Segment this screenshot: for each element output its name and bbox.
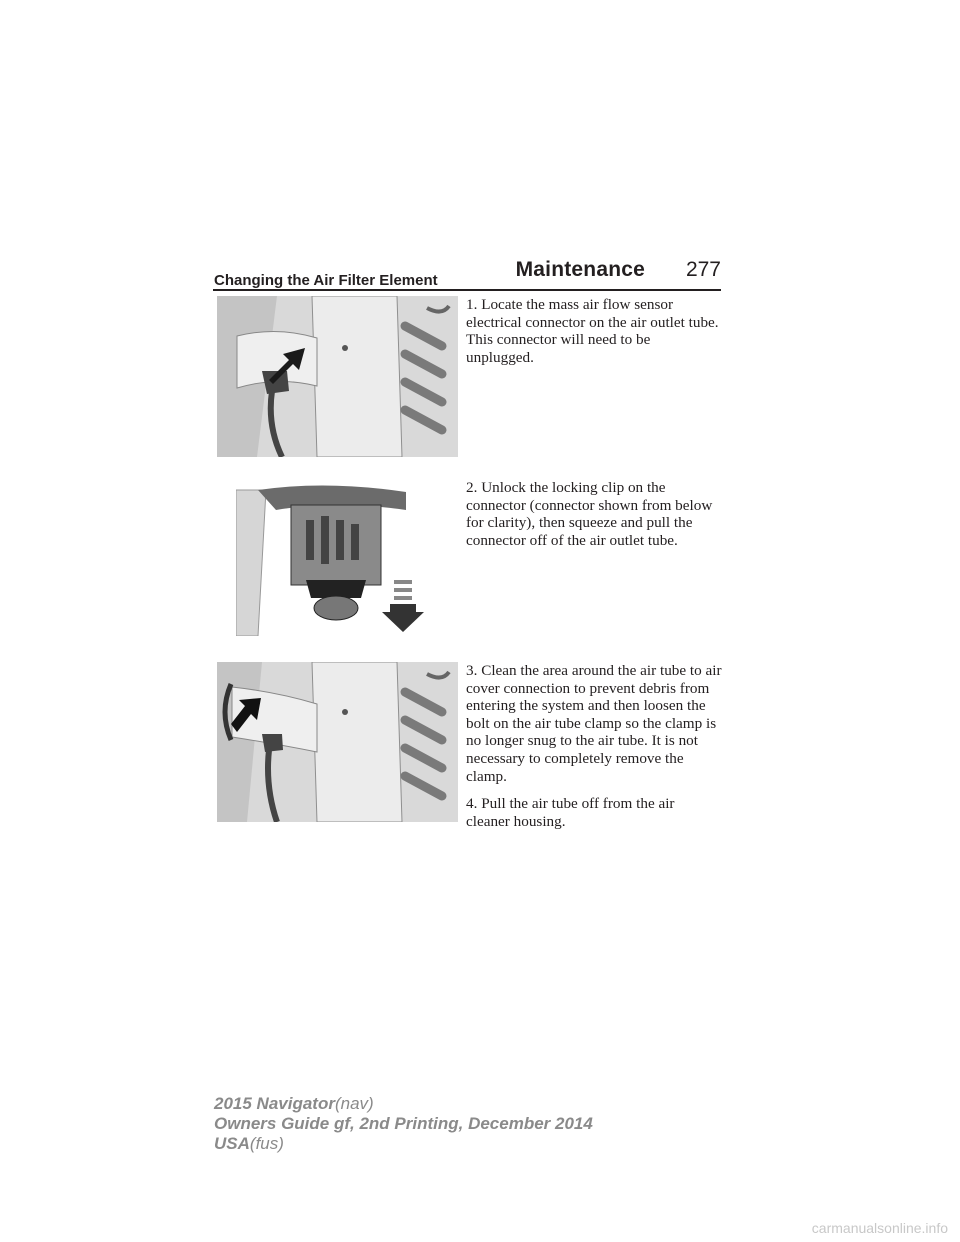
footer-market: USA	[214, 1134, 250, 1153]
footer-model: 2015 Navigator	[214, 1094, 335, 1113]
figure-connector-clip	[236, 480, 426, 636]
page-number: 277	[685, 258, 721, 281]
step-1-text: 1. Locate the mass air flow sensor electrical connector on the air outlet tube. This connector will need to be unplugged.	[466, 296, 719, 366]
watermark-text: carmanualsonline.info	[811, 1220, 948, 1236]
footer-market-code: (fus)	[249, 1134, 284, 1153]
step-2-text: 2. Unlock the locking clip on the connector (connector shown from below for clarity), then squeeze and pull the connector off of the air outlet tube.	[466, 479, 713, 549]
footer-model-code: (nav)	[334, 1094, 374, 1113]
footer-line-2: Owners Guide gf, 2nd Printing, December 2014	[214, 1114, 593, 1133]
header-title: Maintenance	[515, 258, 645, 281]
step-3-paragraph: 3. Clean the area around the air tube to air cover connection to prevent debris from entering the system and then loosen the bolt on the air tube clamp so the clamp is no longer snug to the air tube. It is not necessary to completely remove the clamp.	[466, 662, 722, 785]
section-title: Changing the Air Filter Element	[214, 272, 438, 289]
figure-maf-connector	[217, 296, 458, 457]
step-3-text	[466, 662, 722, 840]
footer-line-3	[214, 1134, 593, 1154]
footer-line-1	[214, 1094, 593, 1114]
figure-air-tube-clamp	[217, 662, 458, 822]
document-footer	[214, 1094, 593, 1154]
step-4-paragraph: 4. Pull the air tube off from the air cleaner housing.	[466, 795, 675, 830]
header-rule	[213, 289, 721, 291]
